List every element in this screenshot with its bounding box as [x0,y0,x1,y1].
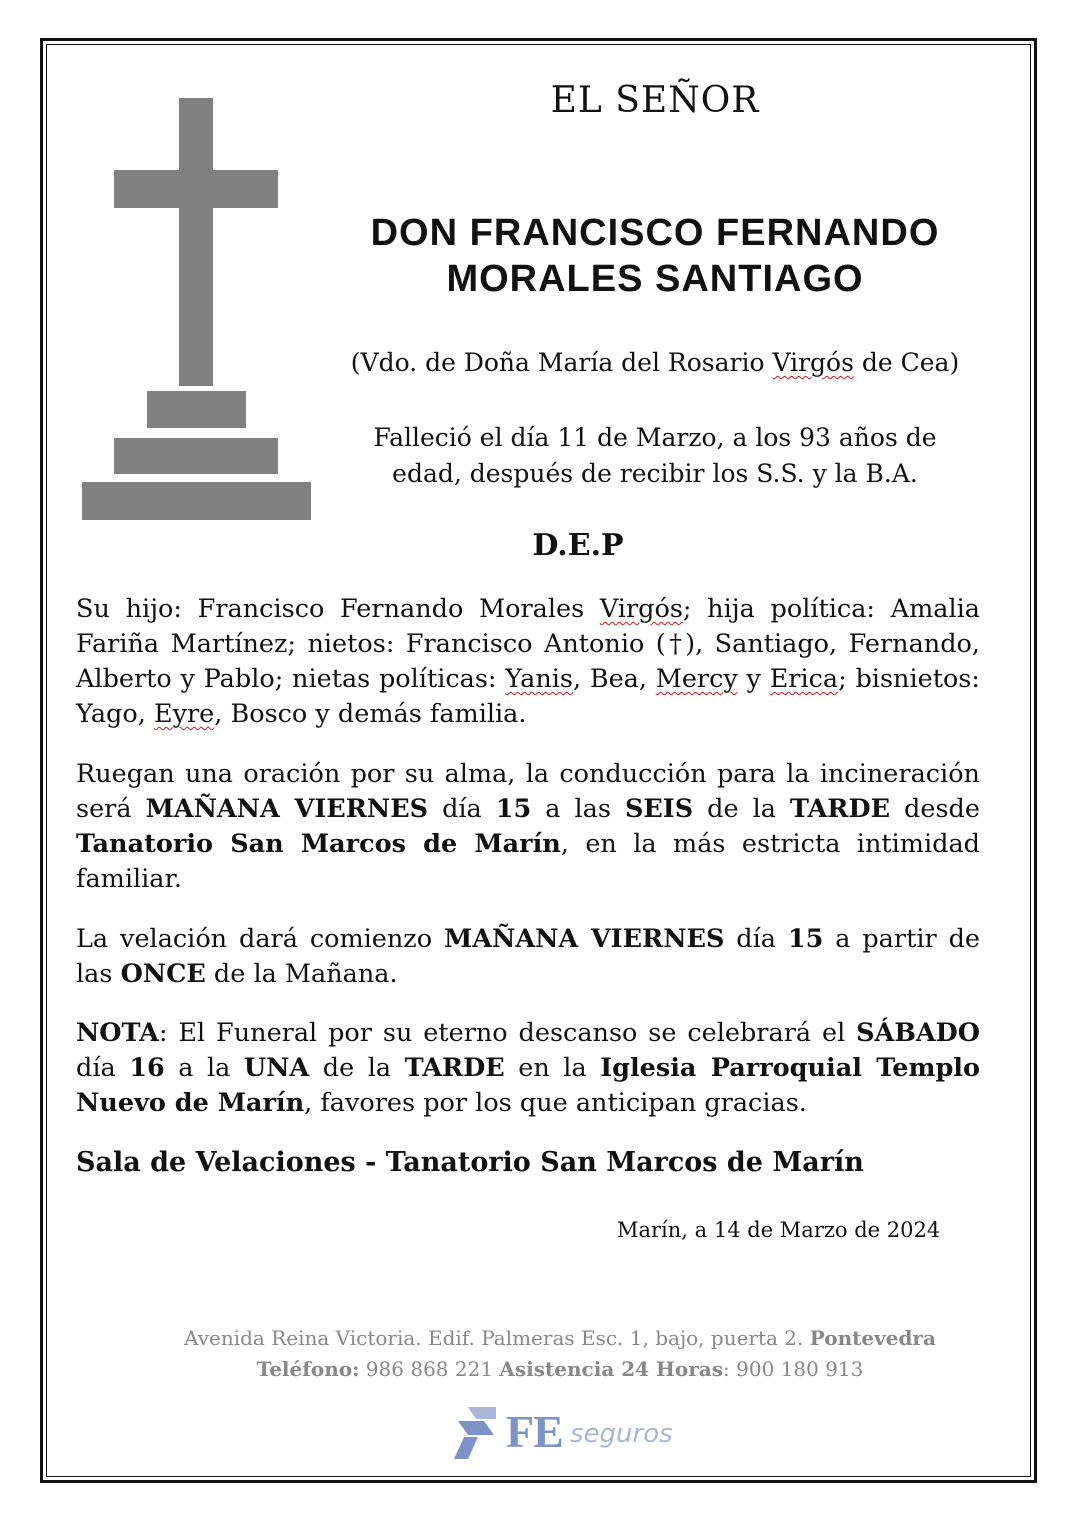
wake-paragraph: La velación dará comienzo MAÑANA VIERNES día 15 a partir de las ONCE de la Mañana. [76,924,980,989]
notice-date: Marín, a 14 de Marzo de 2024 [617,1218,941,1242]
procession-paragraph: Ruegan una oración por su alma, la conducción para la incineración será MAÑANA VIERNES día 15 a las SEIS de la TARDE desde Tanatorio San Marcos de Marín, en la más estricta intimidad familiar. [76,759,980,894]
death-notice: Falleció el día 11 de Marzo, a los 93 años de edad, después de recibir los S.S. y la B.A. [373,423,937,488]
cross-icon [80,98,312,520]
deceased-name: DON FRANCISCO FERNANDO MORALES SANTIAGO [370,212,940,300]
logo-mark-icon [454,1405,498,1461]
logo-main: FE [506,1406,563,1457]
title: EL SEÑOR [550,80,760,121]
footer-address: Avenida Reina Victoria. Edif. Palmeras Esc. 1, bajo, puerta 2. Pontevedra [184,1326,936,1350]
widow-of: (Vdo. de Doña María del Rosario Virgós de Cea) [350,348,960,377]
footer-phones: Teléfono: 986 868 221 Asistencia 24 Horas: 900 180 913 [256,1357,864,1381]
dep-heading: D.E.P [532,528,624,563]
wake-hall: Sala de Velaciones - Tanatorio San Marcos de Marín [76,1147,864,1178]
logo-sub: seguros [570,1419,673,1449]
family-paragraph: Su hijo: Francisco Fernando Morales Virgós; hija política: Amalia Fariña Martínez; nietos: Francisco Antonio (†), Santiago, Fernando, Alberto y Pablo; nietas políticas: Yanis, Bea, Mercy y Erica; bisnietos: Yago, Eyre, Bosco y demás familia. [76,594,980,729]
fe-seguros-logo [454,1405,684,1461]
note-paragraph: NOTA: El Funeral por su eterno descanso se celebrará el SÁBADO día 16 a la UNA de la TARDE en la Iglesia Parroquial Templo Nuevo de Marín, favores por los que anticipan gracias. [76,1018,980,1118]
